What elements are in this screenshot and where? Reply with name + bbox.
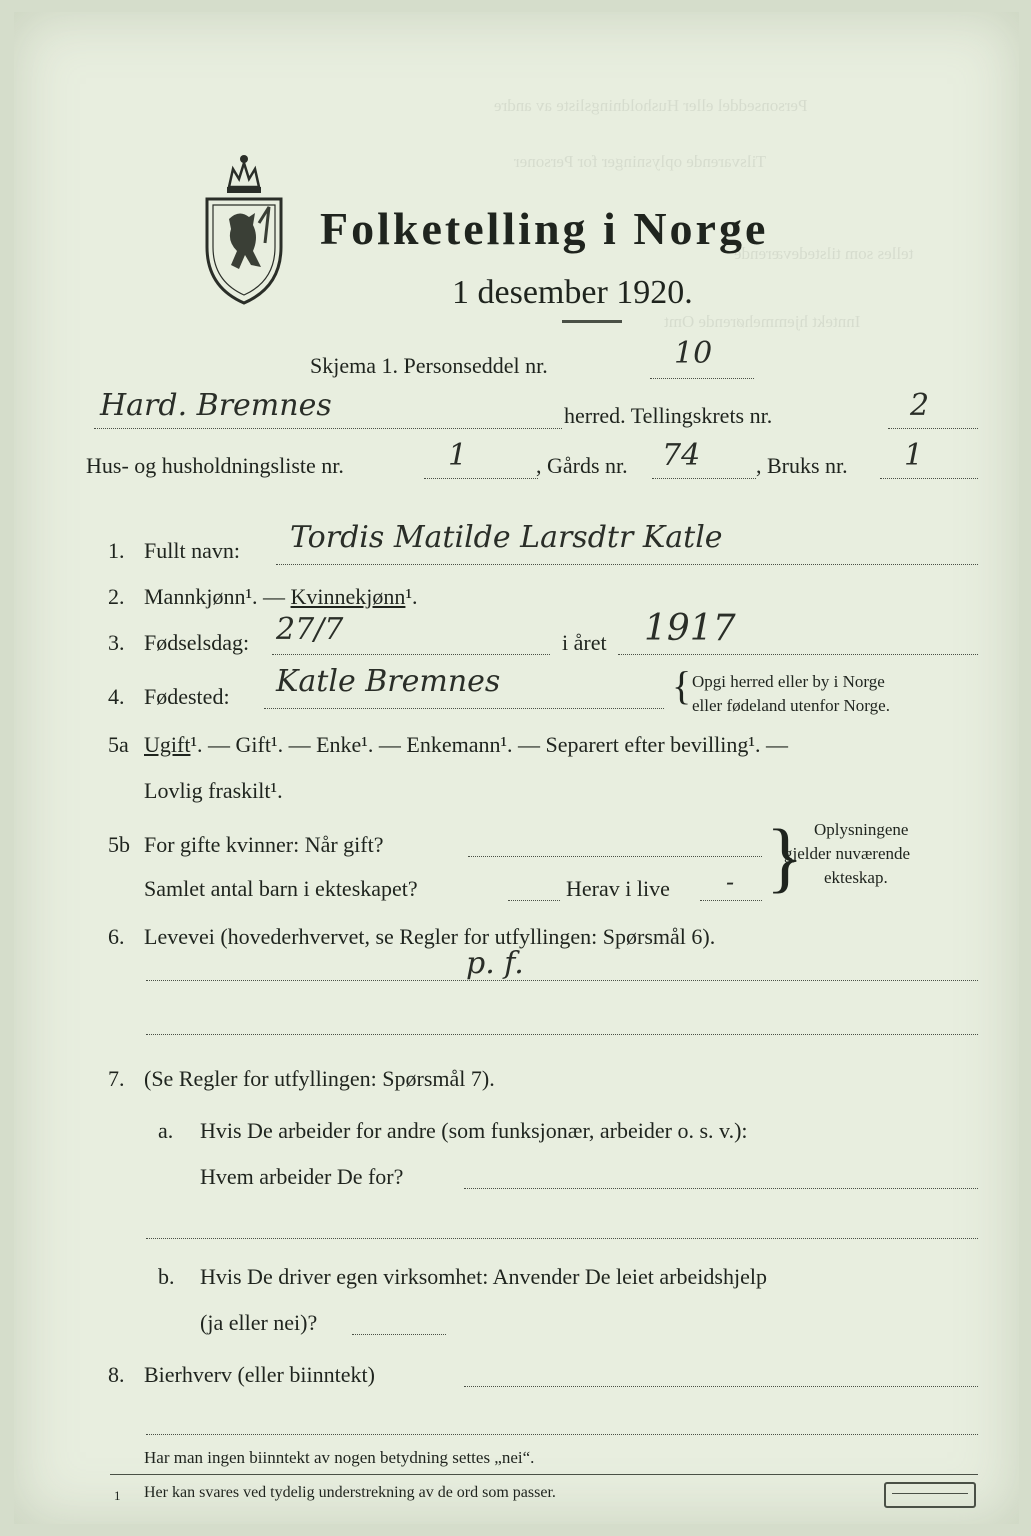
q7-number: 7.	[108, 1066, 125, 1091]
bleed-through: Personseddel eller Husholdningsliste av andre	[494, 96, 808, 115]
q6-label: Levevei (hovederhvervet, se Regler for utfyllingen: Spørsmål 6).	[144, 924, 716, 949]
q5b-alive-label: Herav i live	[566, 876, 670, 901]
q4-number: 4.	[108, 684, 125, 709]
q8-label: Bierhverv (eller biinntekt)	[144, 1362, 375, 1387]
q7b-label-line2: (ja eller nei)?	[200, 1310, 318, 1335]
husholdning-line	[424, 478, 538, 479]
herred-label: herred. Tellingskrets nr.	[564, 403, 773, 428]
q2-label	[144, 584, 418, 610]
q5b-alive-line	[700, 900, 762, 901]
q5b-note-line1: Oplysningene	[814, 820, 909, 839]
q7-label: (Se Regler for utfyllingen: Spørsmål 7).	[144, 1066, 495, 1091]
q5b-alive-value[interactable]: -	[726, 868, 735, 896]
birthplace-value[interactable]: Katle Bremnes	[276, 664, 501, 699]
gards-line	[652, 478, 756, 479]
q5a-number: 5a	[108, 732, 129, 757]
q5b-married-label: For gifte kvinner: Når gift?	[144, 832, 384, 857]
footnote-mark: 1	[114, 1488, 121, 1503]
q2-number: 2.	[108, 584, 125, 609]
q6-number: 6.	[108, 924, 125, 949]
q4-note-line1: Opgi herred eller by i Norge	[692, 672, 885, 691]
q7a-letter: a.	[158, 1118, 174, 1143]
q5b-number: 5b	[108, 832, 130, 857]
herred-value[interactable]: Hard. Bremnes	[100, 388, 332, 423]
q5a-label	[144, 732, 788, 758]
tellingskrets-line	[888, 428, 978, 429]
q7a-label: Hvis De arbeider for andre (som funksjonær, arbeider o. s. v.):	[200, 1118, 748, 1143]
q5b-children-line	[508, 900, 560, 901]
q4-line	[264, 708, 664, 709]
q1-number: 1.	[108, 538, 125, 563]
husholdning-label: Hus- og husholdningsliste nr.	[86, 453, 344, 478]
q4-brace: {	[672, 663, 692, 708]
status-ugift-option[interactable]: Ugift	[144, 732, 191, 757]
status-other-options[interactable]: ¹. — Gift¹. — Enke¹. — Enkemann¹. — Separert efter bevilling¹. —	[190, 732, 788, 757]
q3-line	[272, 654, 550, 655]
q7b-letter: b.	[158, 1264, 175, 1289]
schema-label: Skjema 1. Personseddel nr.	[310, 353, 548, 378]
birth-year-value[interactable]: 1917	[644, 608, 736, 649]
gender-female-option[interactable]: Kvinnekjønn	[290, 584, 406, 609]
q1-line	[276, 564, 978, 565]
q5b-children-label: Samlet antal barn i ekteskapet?	[144, 876, 418, 901]
q5a-label-line2[interactable]: Lovlig fraskilt¹.	[144, 778, 283, 803]
gender-male-option[interactable]: Mannkjønn¹. —	[144, 584, 291, 609]
gards-nr-value[interactable]: 74	[662, 438, 701, 473]
q3-number: 3.	[108, 630, 125, 655]
q8-number: 8.	[108, 1362, 125, 1387]
q6-line2	[146, 1034, 978, 1035]
full-name-value[interactable]: Tordis Matilde Larsdtr Katle	[290, 520, 723, 555]
q6-line1	[146, 980, 978, 981]
q5b-note-line3: ekteskap.	[824, 868, 888, 887]
form-title: Folketelling i Norge	[320, 203, 769, 254]
occupation-value[interactable]: p. f.	[466, 946, 524, 981]
q7b-label: Hvis De driver egen virksomhet: Anvender De leiet arbeidshjelp	[200, 1264, 767, 1289]
bruks-nr-value[interactable]: 1	[904, 438, 924, 473]
footnote-divider	[110, 1474, 978, 1475]
bleed-through: Tilsvarende oplysninger for Personer	[514, 152, 766, 171]
bruks-label: , Bruks nr.	[756, 453, 848, 478]
census-date: 1 desember 1920.	[452, 274, 693, 311]
bleed-through: telles som tilstedeværende	[734, 244, 914, 263]
birth-date-value[interactable]: 27/7	[276, 612, 344, 647]
q7b-line	[352, 1334, 446, 1335]
bleed-through: Inntekt hjemmehørende Omt	[664, 312, 861, 331]
title-divider	[562, 320, 622, 323]
bruks-line	[880, 478, 978, 479]
income-note: Har man ingen biinntekt av nogen betydning settes „nei“.	[144, 1448, 535, 1467]
q5b-note-line2: gjelder nuværende	[784, 844, 911, 863]
gards-label: , Gårds nr.	[536, 453, 628, 478]
q4-label: Fødested:	[144, 684, 230, 709]
q7a-label-line2: Hvem arbeider De for?	[200, 1164, 404, 1189]
personseddel-nr-value[interactable]: 10	[674, 336, 713, 371]
tellingskrets-nr-value[interactable]: 2	[910, 388, 930, 423]
q1-label: Fullt navn:	[144, 538, 240, 563]
q5b-married-line	[468, 856, 762, 857]
q5b-brace: }	[766, 813, 804, 900]
q8-line2	[146, 1434, 978, 1435]
norwegian-lion-coat-of-arms-icon	[199, 147, 289, 307]
footnote-text: Her kan svares ved tydelig understrekning av de ord som passer.	[144, 1484, 556, 1501]
printer-stamp	[884, 1482, 976, 1508]
husholdning-nr-value[interactable]: 1	[448, 438, 468, 473]
census-form-page	[14, 12, 1019, 1524]
q7a-line1	[464, 1188, 978, 1189]
q3-year-line	[618, 654, 978, 655]
herred-line	[94, 428, 562, 429]
q4-note-line2: eller fødeland utenfor Norge.	[692, 696, 890, 715]
personseddel-line	[650, 378, 754, 379]
q3-label: Fødselsdag:	[144, 630, 250, 655]
q3-year-label: i året	[562, 630, 607, 655]
gender-footnote-mark: ¹.	[405, 584, 418, 609]
q8-line1	[464, 1386, 978, 1387]
q7a-line2	[146, 1238, 978, 1239]
